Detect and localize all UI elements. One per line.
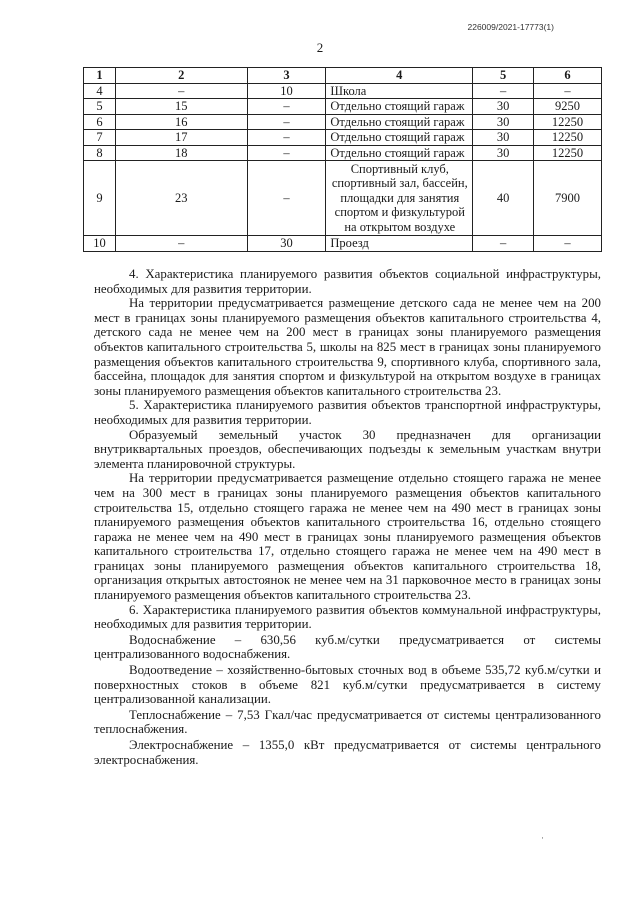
table-cell: 18 bbox=[115, 145, 247, 161]
table-cell: Спортивный клуб, спортивный зал, бассейн, площадки для занятия спортом и физкультурой на открытом воздухе bbox=[326, 161, 473, 236]
table-cell: 40 bbox=[473, 161, 534, 236]
table-cell: – bbox=[247, 145, 326, 161]
table-cell: Отдельно стоящий гараж bbox=[326, 130, 473, 146]
table-cell: 7 bbox=[84, 130, 116, 146]
table-cell: – bbox=[115, 83, 247, 99]
document-id: 226009/2021-17773(1) bbox=[467, 22, 554, 32]
table-row bbox=[84, 83, 602, 99]
paragraph: На территории предусматривается размещение отдельно стоящего гаража не менее чем на 300 мест в границах зоны планируемого размещения объектов капитального строительства 15, отдельно стоящего гаража не менее чем на 490 мест в границах зоны планируемого размещения объектов капитального строительства 16, отдельно стоящего гаража не менее чем на 490 мест в границах зоны планируемого размещения объектов капитального строительства 17, отдельно стоящего гаража не менее чем на 490 мест в границах зоны планируемого размещения объектов капитального строительства 18, организация открытых автостоянок не менее чем на 31 парковочное место в границах зоны планируемого размещения объектов капитального строительства 23. bbox=[94, 471, 601, 603]
table-cell: 30 bbox=[473, 130, 534, 146]
table-row bbox=[84, 236, 602, 252]
table-cell: 30 bbox=[473, 99, 534, 115]
body-text bbox=[94, 267, 601, 767]
paragraph: Теплоснабжение – 7,53 Гкал/час предусматривается от системы централизованного теплоснабжения. bbox=[94, 707, 601, 737]
table-cell: 8 bbox=[84, 145, 116, 161]
table-cell: Проезд bbox=[326, 236, 473, 252]
table-header-cell: 1 bbox=[84, 68, 116, 84]
table-cell: – bbox=[534, 236, 602, 252]
table-cell: 12250 bbox=[534, 130, 602, 146]
table-cell: 17 bbox=[115, 130, 247, 146]
scan-mark: · bbox=[541, 833, 544, 843]
table-header-row bbox=[84, 68, 602, 84]
table-cell: Отдельно стоящий гараж bbox=[326, 99, 473, 115]
table-cell: Школа bbox=[326, 83, 473, 99]
table-cell: – bbox=[534, 83, 602, 99]
table-cell: 4 bbox=[84, 83, 116, 99]
table-cell: – bbox=[473, 83, 534, 99]
section-heading-4: 4. Характеристика планируемого развития объектов социальной инфраструктуры, необходимых для развития территории. bbox=[94, 267, 601, 296]
table-row bbox=[84, 99, 602, 115]
table-cell: – bbox=[247, 161, 326, 236]
table-cell: – bbox=[247, 99, 326, 115]
table-cell: – bbox=[247, 130, 326, 146]
zones-table bbox=[83, 67, 602, 252]
paragraph: Водоснабжение – 630,56 куб.м/сутки предусматривается от системы централизованного водоснабжения. bbox=[94, 632, 601, 662]
table-header-cell: 2 bbox=[115, 68, 247, 84]
table-cell: 5 bbox=[84, 99, 116, 115]
paragraph: На территории предусматривается размещение детского сада не менее чем на 200 мест в границах зоны планируемого размещения объектов капитального строительства 4, детского сада не менее чем на 200 мест в границах зоны планируемого размещения объектов капитального строительства 5, школы на 825 мест в границах зоны планируемого размещения объектов капитального строительства 9, спортивного клуба, спортивного зала, бассейна, площадок для занятия спортом и физкультурой на открытом воздухе в границах зоны планируемого размещения объектов капитального строительства 23. bbox=[94, 296, 601, 398]
table-cell: Отдельно стоящий гараж bbox=[326, 114, 473, 130]
table-header-cell: 3 bbox=[247, 68, 326, 84]
table-cell: Отдельно стоящий гараж bbox=[326, 145, 473, 161]
table-cell: – bbox=[115, 236, 247, 252]
table-cell: 30 bbox=[473, 114, 534, 130]
table-cell: 7900 bbox=[534, 161, 602, 236]
table-cell: 6 bbox=[84, 114, 116, 130]
table-cell: 9 bbox=[84, 161, 116, 236]
section-heading-6: 6. Характеристика планируемого развития объектов коммунальной инфраструктуры, необходимых для развития территории. bbox=[94, 602, 601, 632]
table-cell: 12250 bbox=[534, 145, 602, 161]
table-cell: 12250 bbox=[534, 114, 602, 130]
table-cell: 10 bbox=[247, 83, 326, 99]
table-row bbox=[84, 161, 602, 236]
table-cell: 15 bbox=[115, 99, 247, 115]
paragraph: Водоотведение – хозяйственно-бытовых сточных вод в объеме 535,72 куб.м/сутки и поверхностных стоков в объеме 821 куб.м/сутки предусматривается в систему централизованной канализации. bbox=[94, 663, 601, 707]
table-cell: 30 bbox=[473, 145, 534, 161]
table-row bbox=[84, 145, 602, 161]
table-header-cell: 4 bbox=[326, 68, 473, 84]
table-row bbox=[84, 114, 602, 130]
table-row bbox=[84, 130, 602, 146]
table-cell: 9250 bbox=[534, 99, 602, 115]
table-cell: 30 bbox=[247, 236, 326, 252]
paragraph: Образуемый земельный участок 30 предназначен для организации внутриквартальных проездов, обеспечивающих подъезды к земельным участкам внутри элемента планировочной структуры. bbox=[94, 427, 601, 471]
table-cell: – bbox=[247, 114, 326, 130]
table-cell: 16 bbox=[115, 114, 247, 130]
table-cell: 10 bbox=[84, 236, 116, 252]
table-header-cell: 5 bbox=[473, 68, 534, 84]
paragraph: Электроснабжение – 1355,0 кВт предусматривается от системы центрального электроснабжения. bbox=[94, 738, 601, 767]
table-cell: 23 bbox=[115, 161, 247, 236]
table-cell: – bbox=[473, 236, 534, 252]
section-heading-5: 5. Характеристика планируемого развития объектов транспортной инфраструктуры, необходимых для развития территории. bbox=[94, 398, 601, 427]
page-number: 2 bbox=[316, 40, 324, 55]
table-header-cell: 6 bbox=[534, 68, 602, 84]
